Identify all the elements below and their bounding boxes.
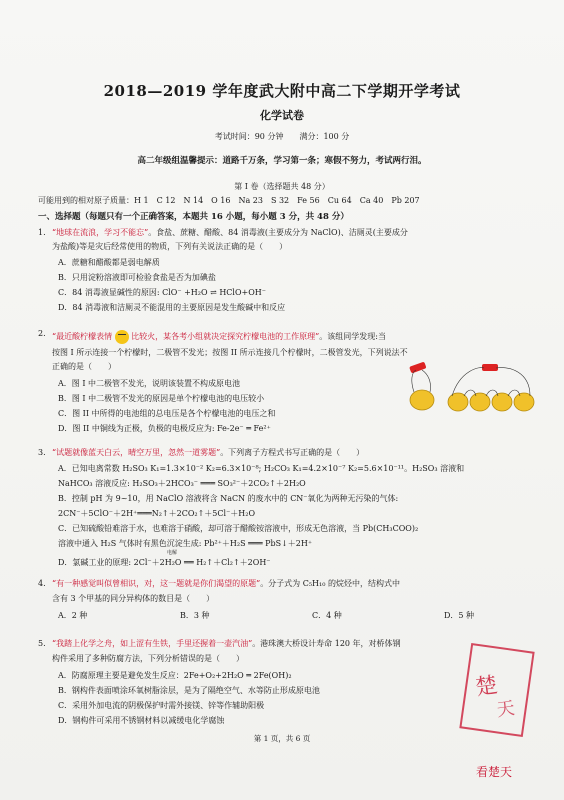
q5-option-a: A．防腐原理主要是避免发生反应：2Fe+O₂+2H₂O ═ 2Fe(OH)₂ [58, 671, 292, 680]
q1-option-a: A．蔗糖和醋酸都是弱电解质 [58, 258, 160, 267]
q4-number: 4. [38, 579, 46, 588]
q5-stem1: 。港珠澳大桥设计寿命 120 年，对桥体钢 [252, 639, 401, 648]
kanchutian-watermark: 看楚天 [476, 765, 513, 779]
section-heading: 一、选择题（每题只有一个正确答案，本题共 16 小题，每小题 3 分，共 48 分） [38, 212, 349, 222]
figure-1-single-lemon [409, 362, 434, 410]
q3-option-b-line2: 2CN⁻＋5ClO⁻＋2H⁺═══N₂↑＋2CO₂↑＋5Cl⁻＋H₂O [58, 509, 256, 518]
q3-option-b-line1: B．控制 pH 为 9~10，用 NaClO 溶液将含 NaCN 的废水中的 CN⁻氧化为两种无污染的气体: [58, 494, 399, 503]
q1-quote: “地球在流浪，学习不能忘” [52, 228, 149, 237]
q2-number: 2. [38, 329, 46, 338]
figure-2-lemon-chain [448, 364, 534, 411]
q4-option-a: A．2 种 [58, 611, 88, 620]
q3-option-a-line1: A．已知电离常数 H₂SO₃ K₁=1.3×10⁻² K₂=6.3×10⁻⁸; H₂CO₃ K₁=4.2×10⁻⁷ K₂=5.6×10⁻¹¹。H₂SO₃ 溶液和 [58, 464, 465, 473]
q2-option-d: D．图 II 中铜线为正极，负极的电极反应为: Fe-2e⁻ ═ Fe²⁺ [58, 424, 271, 433]
q5-stem-line2: 构件采用了多种防腐方法，下列分析错误的是（ ） [52, 654, 244, 663]
chutian-seal-stamp [458, 640, 536, 740]
q5-option-d: D．钢构件可采用不锈钢材料以减缓电化学腐蚀 [58, 716, 225, 725]
q1-option-b: B．只用淀粉溶液即可检验食盐是否为加碘盐 [58, 273, 216, 282]
q2-quote: “最近酸柠檬表情 [52, 332, 113, 341]
exam-title: 2018—2019 学年度武大附中高二下学期开学考试 [103, 82, 461, 100]
q5-option-c: C．采用外加电流的阴极保护时需外接镁、锌等作辅助阳极 [58, 701, 265, 710]
q2-stem-line1 [52, 330, 386, 344]
q4-option-d: D．5 种 [444, 611, 475, 620]
svg-text:天: 天 [495, 697, 517, 722]
q3-stem-line1 [52, 449, 364, 457]
q3-option-c-line1: C．已知硫酸铅难溶于水，也难溶于硝酸，却可溶于醋酸铵溶液中，形成无色溶液，当 Pb(CH₃COO)₂ [58, 524, 419, 533]
q2-option-c: C．图 II 中所得的电池组的总电压是各个柠檬电池的电压之和 [58, 409, 276, 418]
svg-text:楚: 楚 [473, 673, 500, 701]
q3-quote: “试题就像蓝天白云，晴空万里，忽然一道雾题” [52, 448, 221, 457]
q1-number: 1. [38, 228, 46, 237]
part-heading: 第 I 卷（选择题共 48 分） [234, 182, 330, 191]
q3-option-c-line2: 溶液中通入 H₂S 气体时有黑色沉淀生成: Pb²⁺＋H₂S ═══ PbS↓＋2H⁺ [58, 539, 313, 548]
q4-stem-line1 [52, 580, 400, 588]
q5-option-b: B．钢构件表面喷涂环氧树脂涂层，是为了隔绝空气、水等防止形成原电池 [58, 686, 320, 695]
q4-option-b: B．3 种 [180, 611, 210, 620]
q2-option-b: B．图 I 中二极管不发光的原因是单个柠檬电池的电压较小 [58, 394, 265, 403]
q4-quote: “有一种感觉叫似曾相识，对，这一题就是你们渴望的原题” [52, 579, 261, 588]
q2-quote2: 比较火，某各考小组就决定探究柠檬电池的工作原理” [131, 332, 320, 341]
q4-option-c: C．4 种 [312, 611, 342, 620]
q2-stem-line2: 按图 I 所示连接一个柠檬时，二极管不发光；按图 II 所示连接几个柠檬时，二极管发光，下列说法不 [52, 348, 408, 357]
q3-stem1: 。下列离子方程式书写正确的是（ ） [220, 448, 365, 457]
lemon-face-icon [115, 330, 129, 344]
q1-option-c: C．84 消毒液显碱性的原因: ClO⁻ +H₂O ⇌ HClO+OH⁻ [58, 288, 266, 297]
q3-option-a-line2: NaHCO₃ 溶液反应: H₂SO₃＋2HCO₃⁻ ═══ SO₃²⁻＋2CO₂↑＋2H₂O [58, 479, 306, 488]
q2-option-a: A．图 I 中二极管不发光，说明该装置不构成原电池 [58, 379, 241, 388]
exam-subtitle: 化学试卷 [260, 109, 304, 122]
q1-stem-line1 [52, 229, 408, 237]
q5-quote: “我踏上化学之舟，如上涩有生铁，手里还握着一壶汽油” [52, 639, 253, 648]
q4-stem-line2: 含有 3 个甲基的同分异构体的数目是（ ） [52, 594, 215, 603]
q3-option-d: D．氯碱工业的原理: 2Cl⁻＋2H₂O ══ H₂↑＋Cl₂↑＋2OH⁻ [58, 558, 271, 567]
q5-stem-line1 [52, 640, 401, 648]
q5-number: 5. [38, 639, 46, 648]
q3-number: 3. [38, 448, 46, 457]
q1-stem1: 。食盐、蔗糖、醋酸、84 消毒液(主要成分为 NaClO)、洁厕灵(主要成分 [148, 228, 408, 237]
q1-option-d: D．84 消毒液和洁厕灵不能混用的主要原因是发生酸碱中和反应 [58, 303, 286, 312]
q1-stem-line2: 为盐酸)等是灾后经常使用的物质，下列有关说法正确的是（ ） [52, 242, 288, 251]
atomic-masses: 可能用到的相对原子质量：H 1 C 12 N 14 O 16 Na 23 S 32 Fe 56 Cu 64 Ca 40 Pb 207 [38, 196, 420, 205]
q4-stem1: 。分子式为 C₅H₁₀ 的烷烃中，结构式中 [260, 579, 400, 588]
exam-meta: 考试时间：90 分钟 满分：100 分 [214, 132, 350, 141]
q3-electrolysis-label: 电解 [167, 550, 178, 556]
lemon-battery-figure [400, 360, 550, 420]
page-footer: 第 1 页，共 6 页 [253, 734, 311, 743]
q2-stem1: 。该组同学发现:当 [319, 332, 386, 341]
q2-stem-line3: 正确的是（ ） [52, 362, 116, 371]
grade-tip: 高二年级组温馨提示：道路千万条，学习第一条；寒假不努力，考试两行泪。 [137, 156, 427, 166]
